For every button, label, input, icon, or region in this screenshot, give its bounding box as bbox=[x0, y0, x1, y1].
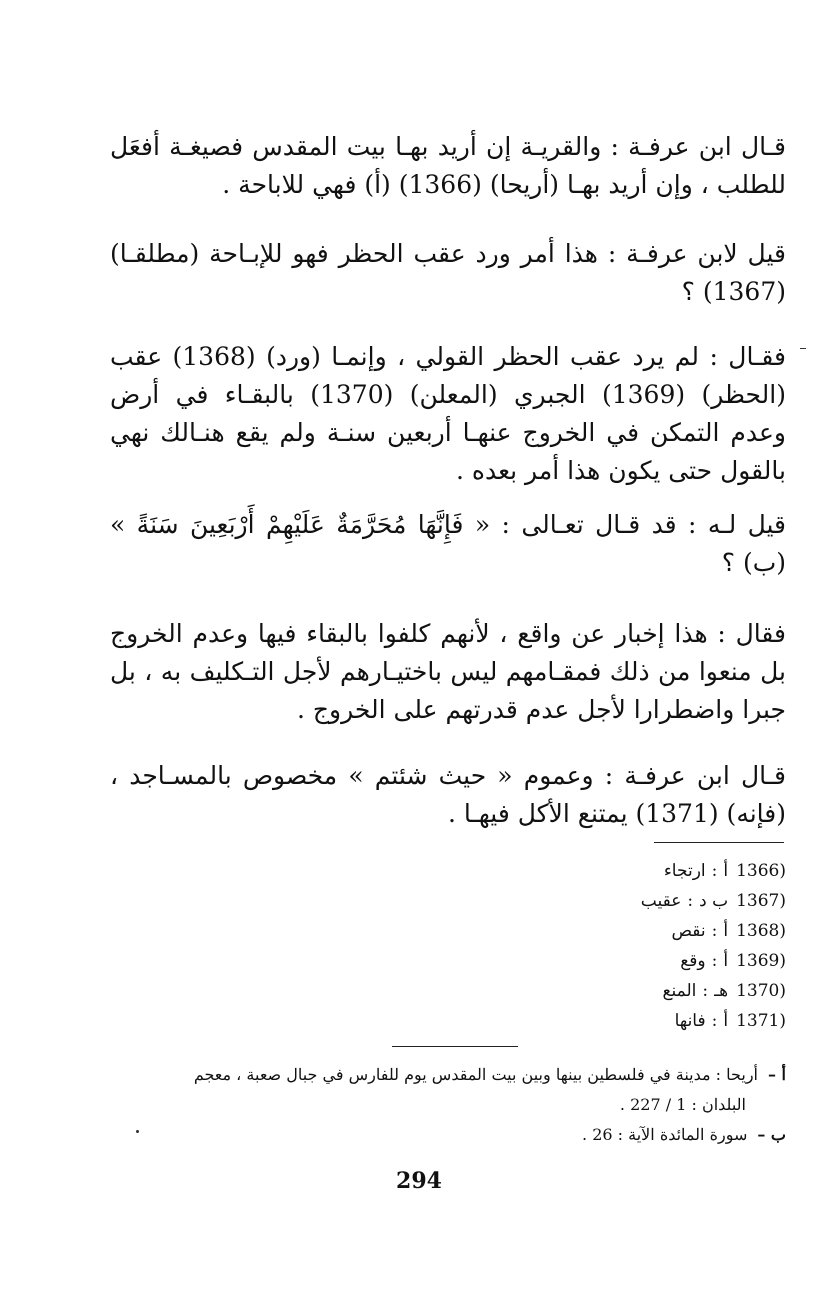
paragraph-4: قيل لـه : قد قـال تعـالى : « فَإِنَّهَا مُحَرَّمَةٌ عَلَيْهِمْ أَرْبَعِينَ سَنَةً » (ب) ؟ bbox=[110, 510, 787, 577]
variant-word: عقيب bbox=[640, 891, 682, 911]
variant-number: (1371 bbox=[736, 1011, 786, 1031]
variant-number: (1369 bbox=[736, 951, 786, 971]
note-text: أريحا : مدينة في فلسطين بينها وبين بيت المقدس يوم للفارس في جبال صعبة ، معجم bbox=[193, 1065, 758, 1084]
variant-word: ارتجاء bbox=[663, 861, 706, 881]
variant-separator: : bbox=[711, 921, 718, 941]
variant-number: (1368 bbox=[736, 921, 786, 941]
note-marker: أ – bbox=[767, 1065, 786, 1084]
paragraph-5: فقال : هذا إخبار عن واقع ، لأنهم كلفوا بالبقاء فيها وعدم الخروج بل منعوا من ذلك فمقـامهم ليس باختيـارهم لأجل التـكليف به ، بل جبرا واضطرارا لأجل عدم قدرتهم على الخروج . bbox=[110, 619, 786, 724]
variant-manuscript: هـ bbox=[714, 981, 729, 1001]
variant-word: المنع bbox=[662, 981, 697, 1001]
variant-item bbox=[420, 946, 786, 976]
variant-separator: : bbox=[711, 951, 718, 971]
editor-notes-list bbox=[110, 1060, 786, 1150]
variant-item bbox=[420, 886, 786, 916]
paragraph-1: قـال ابن عرفـة : والقريـة إن أريد بهـا بيت المقدس فصيغـة أفعَل للطلب ، وإن أريد بهـا (أريحا) (1366) (أ) فهي للاباحة . bbox=[110, 132, 786, 199]
paragraph-6: قـال ابن عرفـة : وعموم « حيث شئتم » مخصوص بالمسـاجد ، (فإنه) (1371) يمتنع الأكل فيهـا . bbox=[110, 761, 786, 828]
variant-word: نقص bbox=[671, 921, 706, 941]
variant-item bbox=[420, 976, 786, 1006]
footnote-divider-top bbox=[654, 842, 784, 843]
page-number: 294 bbox=[396, 1168, 442, 1194]
scan-speck bbox=[800, 348, 806, 349]
variant-item bbox=[420, 1006, 786, 1036]
variant-number: (1370 bbox=[736, 981, 786, 1001]
footnote-divider-bottom bbox=[392, 1046, 518, 1047]
variant-separator: : bbox=[702, 981, 709, 1001]
variant-manuscript: أ bbox=[723, 1011, 729, 1031]
scan-speck bbox=[136, 1130, 139, 1133]
variant-item bbox=[420, 916, 786, 946]
paragraph-3: فقـال : لم يرد عقب الحظر القولي ، وإنمـا (ورد) (1368) عقب (الحظر) (1369) الجبري (المعلن) (1370) بالبقـاء في أرض وعدم التمكن في الخروج عنهـا أربعين سنـة ولم يقع هنـالك نهي بالقول حتى يكون هذا أمر بعده . bbox=[110, 342, 786, 485]
variant-manuscript: أ bbox=[723, 951, 729, 971]
editor-note bbox=[110, 1060, 786, 1120]
note-text-continued: البلدان : 1 / 227 . bbox=[619, 1095, 746, 1114]
variant-manuscript: ب د bbox=[699, 891, 729, 911]
paragraph-2: قيل لابن عرفـة : هذا أمر ورد عقب الحظر فهو للإبـاحة (مطلقـا) (1367) ؟ bbox=[110, 239, 786, 306]
variant-readings-list bbox=[420, 856, 786, 1036]
variant-word: وقع bbox=[680, 951, 706, 971]
note-text: سورة المائدة الآية : 26 . bbox=[582, 1125, 748, 1144]
editor-note bbox=[110, 1120, 786, 1150]
variant-number: (1366 bbox=[736, 861, 786, 881]
variant-separator: : bbox=[711, 861, 718, 881]
variant-manuscript: أ bbox=[723, 861, 729, 881]
variant-manuscript: أ bbox=[723, 921, 729, 941]
variant-word: فانها bbox=[674, 1011, 706, 1031]
variant-separator: : bbox=[711, 1011, 718, 1031]
variant-item bbox=[420, 856, 786, 886]
note-marker: ب – bbox=[757, 1125, 786, 1144]
variant-number: (1367 bbox=[736, 891, 786, 911]
variant-separator: : bbox=[687, 891, 694, 911]
